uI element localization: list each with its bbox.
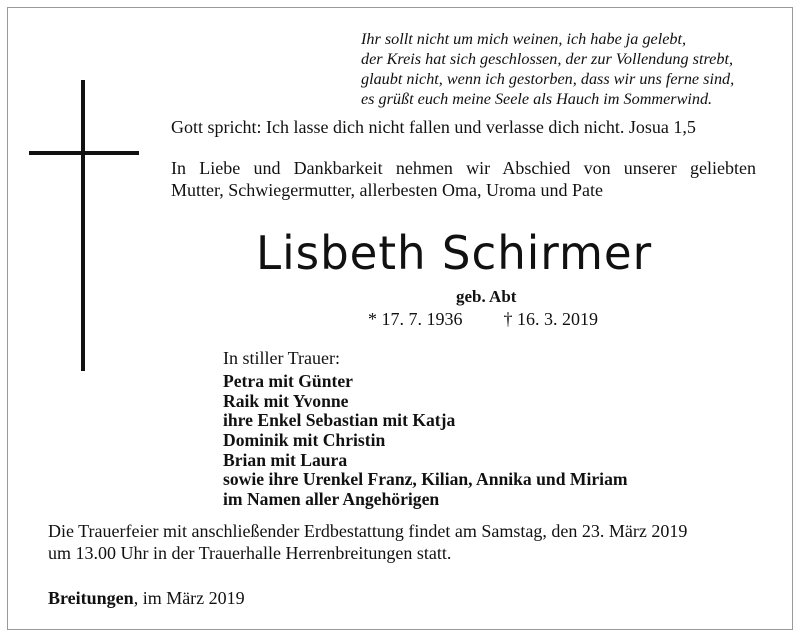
poem: [361, 29, 734, 109]
poem-line: Ihr sollt nicht um mich weinen, ich habe ja gelebt,: [361, 30, 687, 48]
death-date: † 16. 3. 2019: [503, 309, 598, 329]
bible-verse: Gott spricht: Ich lasse dich nicht fallen und verlasse dich nicht. Josua 1,5: [171, 117, 696, 137]
mourner-line: Dominik mit Christin: [223, 430, 386, 451]
funeral-line: Die Trauerfeier mit anschließender Erdbestattung findet am Samstag, den 23. März 2019: [48, 521, 688, 541]
mourner-line: Brian mit Laura: [223, 449, 348, 470]
birth-date: * 17. 7. 1936: [368, 309, 463, 329]
mourner-line: sowie ihre Urenkel Franz, Kilian, Annika und Miriam: [223, 469, 628, 490]
mourner-line: im Namen aller Angehörigen: [223, 489, 440, 510]
intro-line: In Liebe und Dankbarkeit nehmen wir Abschied von unserer geliebten: [171, 158, 756, 178]
deceased-name: Lisbeth Schirmer: [256, 226, 653, 280]
obituary-notice: [7, 7, 793, 630]
intro-text: [171, 157, 756, 201]
mourner-line: ihre Enkel Sebastian mit Katja: [223, 410, 456, 431]
life-dates: [368, 309, 598, 330]
poem-line: es grüßt euch meine Seele als Hauch im Sommerwind.: [361, 90, 713, 108]
poem-line: glaubt nicht, wenn ich gestorben, dass wir uns ferne sind,: [361, 70, 735, 88]
mourning-label: In stiller Trauer:: [223, 348, 340, 368]
funeral-info: [48, 520, 687, 564]
funeral-line: um 13.00 Uhr in der Trauerhalle Herrenbreitungen statt.: [48, 543, 452, 563]
birth-name: geb. Abt: [456, 287, 517, 306]
cross-vertical-bar: [81, 80, 85, 371]
mourner-line: Raik mit Yvonne: [223, 390, 349, 411]
mourners-list: [223, 372, 628, 510]
place-and-date: [48, 588, 245, 609]
closing-date: , im März 2019: [133, 588, 245, 608]
mourner-line: Petra mit Günter: [223, 371, 353, 391]
place-name: Breitungen: [48, 588, 134, 608]
cross-horizontal-bar: [29, 151, 139, 155]
intro-line: Mutter, Schwiegermutter, allerbesten Oma, Uroma und Pate: [171, 180, 603, 200]
poem-line: der Kreis hat sich geschlossen, der zur Vollendung strebt,: [361, 50, 733, 68]
